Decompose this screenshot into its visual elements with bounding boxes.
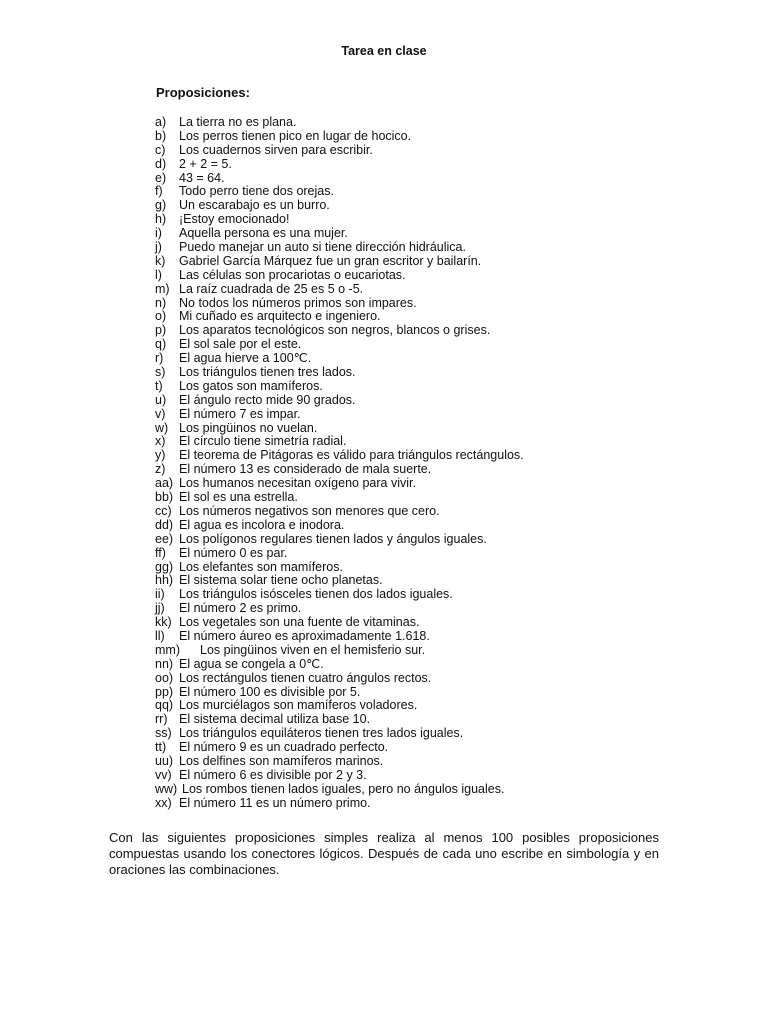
item-text: Los triángulos tienen tres lados. [179,365,356,380]
item-label: a) [155,115,167,129]
item-text: El sol sale por el este. [179,337,302,352]
item-text: Los rombos tienen lados iguales, pero no ángulos iguales. [182,781,505,796]
item-text: El número áureo es aproximadamente 1.618. [179,628,430,643]
list-item [155,630,675,644]
item-label: hh) [155,573,174,588]
list-item [155,283,675,297]
item-label: b) [155,128,167,143]
item-label: cc) [155,503,172,518]
item-text: Los humanos necesitan oxígeno para vivir. [179,476,416,491]
item-label: d) [155,156,167,171]
item-text: El ángulo recto mide 90 grados. [179,392,356,407]
item-text: La tierra no es plana. [179,115,297,129]
item-label: z) [155,462,166,477]
item-text: Los triángulos isósceles tienen dos lados iguales. [179,587,453,602]
list-item [155,352,675,366]
item-label: l) [155,267,162,282]
item-label: c) [155,142,166,157]
item-label: nn) [155,656,174,671]
item-label: pp) [155,684,174,699]
list-item [155,783,675,797]
item-text: ¡Estoy emocionado! [179,212,290,227]
item-text: El círculo tiene simetría radial. [179,434,347,449]
list-item [155,394,675,408]
list-item [155,366,675,380]
list-item [155,199,675,213]
list-item [155,310,675,324]
item-text: 2 + 2 = 5. [179,156,232,171]
list-item [155,158,675,172]
item-text: El número 100 es divisible por 5. [179,684,361,699]
list-item [155,144,675,158]
item-text: El número 11 es un número primo. [179,795,371,810]
document-title: Tarea en clase [341,44,427,58]
item-label: p) [155,323,167,338]
list-item [155,380,675,394]
item-text: Los polígonos regulares tienen lados y ángulos iguales. [179,531,487,546]
item-label: vv) [155,767,172,782]
item-label: k) [155,253,166,268]
propositions-list [155,116,675,811]
list-item [155,574,675,588]
item-label: s) [155,365,166,380]
list-item [155,297,675,311]
item-text: Los pingüinos no vuelan. [179,420,318,435]
list-item [155,185,675,199]
list-item [155,658,675,672]
item-label: f) [155,184,163,199]
item-label: v) [155,406,166,421]
item-label: xx) [155,795,172,810]
item-text: Los números negativos son menores que cero. [179,503,440,518]
list-item [155,713,675,727]
item-text: No todos los números primos son impares. [179,295,417,310]
list-item [155,616,675,630]
list-item [155,588,675,602]
item-text: El teorema de Pitágoras es válido para triángulos rectángulos. [179,448,524,463]
item-label: jj) [155,601,165,616]
item-label: j) [155,240,162,255]
list-item [155,561,675,575]
item-text: Las células son procariotas o eucariotas. [179,267,406,282]
item-text: Los murciélagos son mamíferos voladores. [179,698,418,713]
list-item [155,449,675,463]
list-item [155,797,675,811]
item-label: n) [155,295,167,310]
item-text: Los delfines son mamíferos marinos. [179,753,384,768]
item-text: Todo perro tiene dos orejas. [179,184,334,199]
item-text: Los aparatos tecnológicos son negros, blancos o grises. [179,323,491,338]
item-text: Los gatos son mamíferos. [179,378,323,393]
item-label: e) [155,170,167,185]
list-item [155,644,675,658]
item-label: q) [155,337,167,352]
list-item [155,463,675,477]
item-label: w) [155,420,169,435]
item-text: Los perros tienen pico en lugar de hocico. [179,128,412,143]
item-label: bb) [155,490,174,505]
list-item [155,533,675,547]
item-text: El agua es incolora e inodora. [179,517,345,532]
item-text: 43 = 64. [179,170,225,185]
item-text: Gabriel García Márquez fue un gran escritor y bailarín. [179,253,482,268]
item-label: ww) [155,781,178,796]
item-text: Los elefantes son mamíferos. [179,559,343,574]
list-item [155,408,675,422]
list-item [155,130,675,144]
item-text: Un escarabajo es un burro. [179,198,330,213]
item-label: aa) [155,476,174,491]
propositions-heading: Proposiciones: [156,85,250,100]
item-label: o) [155,309,167,324]
item-text: Puedo manejar un auto si tiene dirección hidráulica. [179,240,466,255]
list-item [155,435,675,449]
item-label: ff) [155,545,166,560]
item-label: ii) [155,587,165,602]
list-item [155,241,675,255]
item-label: u) [155,392,167,407]
instructions-paragraph: Con las siguientes proposiciones simples realiza al menos 100 posibles proposiciones compuestas usando los conectores lógicos. Después de cada uno escribe en simbología y en oraciones las combinaciones. [109,830,659,877]
list-item [155,727,675,741]
list-item [155,755,675,769]
item-text: El número 13 es considerado de mala suerte. [179,462,432,477]
list-item [155,505,675,519]
list-item [155,422,675,436]
item-text: El número 6 es divisible por 2 y 3. [179,767,367,782]
item-text: Los pingüinos viven en el hemisferio sur. [200,642,426,657]
item-text: Los cuadernos sirven para escribir. [179,142,373,157]
item-label: kk) [155,615,172,630]
list-item [155,269,675,283]
list-item [155,547,675,561]
item-label: oo) [155,670,174,685]
item-label: ee) [155,531,174,546]
item-label: mm) [155,642,180,657]
item-text: El número 2 es primo. [179,601,302,616]
item-label: y) [155,448,166,463]
list-item [155,491,675,505]
list-item [155,338,675,352]
item-label: h) [155,212,167,227]
list-item [155,172,675,186]
list-item [155,602,675,616]
item-label: r) [155,351,164,366]
item-text: El número 0 es par. [179,545,288,560]
item-text: La raíz cuadrada de 25 es 5 o -5. [179,281,364,296]
item-label: g) [155,198,167,213]
item-label: x) [155,434,166,449]
list-item [155,672,675,686]
list-item [155,227,675,241]
item-text: Los vegetales son una fuente de vitaminas. [179,615,420,630]
list-item [155,324,675,338]
item-text: Mi cuñado es arquitecto e ingeniero. [179,309,381,324]
item-text: El sistema solar tiene ocho planetas. [179,573,383,588]
list-item [155,741,675,755]
list-item [155,519,675,533]
item-text: El número 7 es impar. [179,406,301,421]
item-text: El agua se congela a 0℃. [179,656,324,671]
list-item [155,213,675,227]
item-text: El número 9 es un cuadrado perfecto. [179,740,389,755]
item-label: m) [155,281,170,296]
list-item [155,699,675,713]
item-text: Aquella persona es una mujer. [179,226,348,241]
item-label: ss) [155,726,172,741]
item-label: ll) [155,628,165,643]
item-label: qq) [155,698,174,713]
list-item [155,686,675,700]
item-label: i) [155,226,162,241]
item-text: El sol es una estrella. [179,490,298,505]
list-item [155,116,675,130]
item-text: Los rectángulos tienen cuatro ángulos rectos. [179,670,432,685]
item-label: t) [155,378,163,393]
item-label: rr) [155,712,168,727]
item-label: dd) [155,517,174,532]
item-label: uu) [155,753,174,768]
item-text: El agua hierve a 100℃. [179,351,312,366]
list-item [155,477,675,491]
item-text: El sistema decimal utiliza base 10. [179,712,371,727]
item-label: tt) [155,740,167,755]
list-item [155,769,675,783]
item-label: gg) [155,559,174,574]
list-item [155,255,675,269]
item-text: Los triángulos equiláteros tienen tres lados iguales. [179,726,464,741]
